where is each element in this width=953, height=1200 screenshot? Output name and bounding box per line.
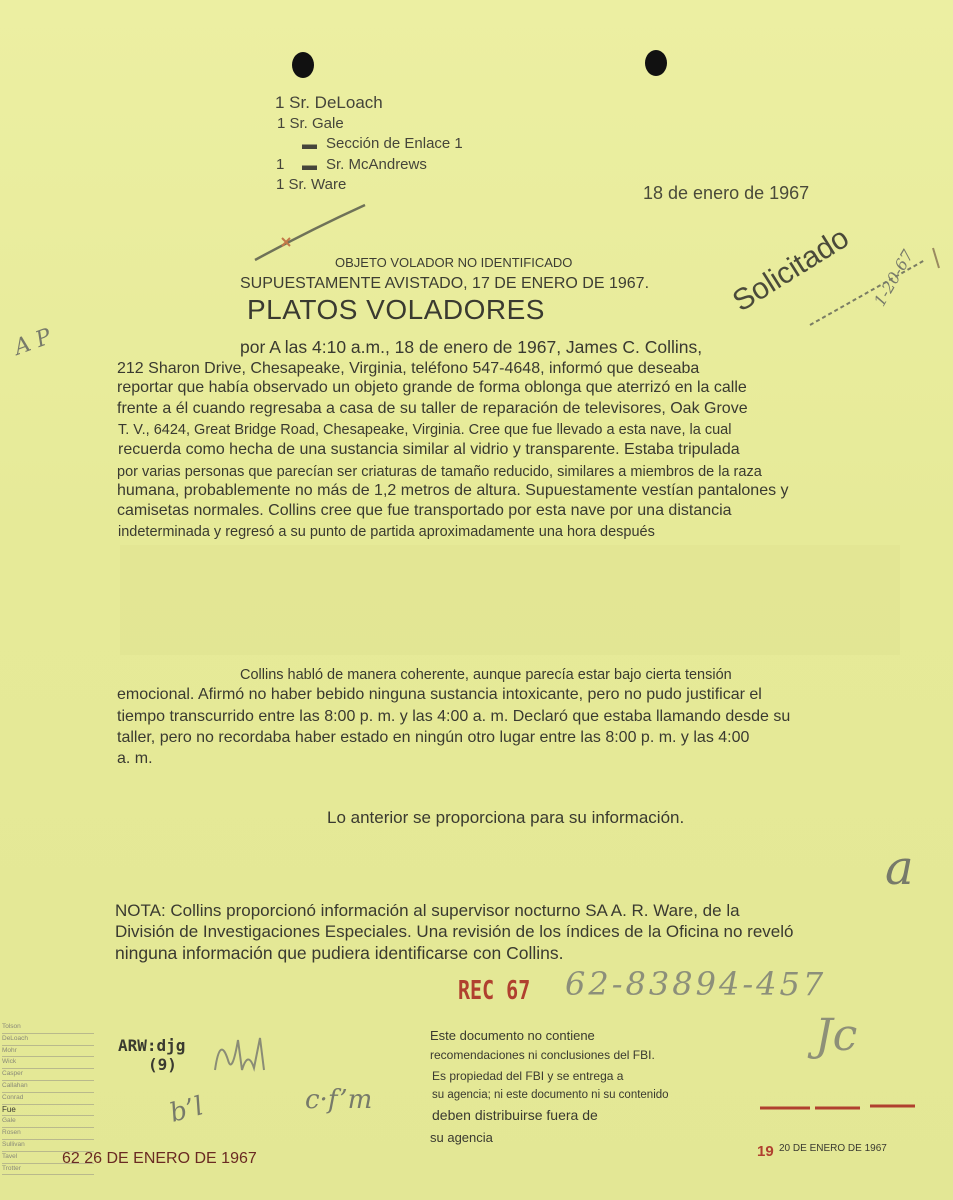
routing-line-enlace: Sección de Enlace 1 bbox=[326, 135, 463, 152]
routing-list-item: Sullivan bbox=[2, 1140, 94, 1152]
disclaimer-line: recomendaciones ni conclusiones del FBI. bbox=[430, 1048, 655, 1062]
routing-list-item: Wick bbox=[2, 1057, 94, 1069]
handwritten-red-letter: a bbox=[885, 840, 914, 896]
routing-list-item: DeLoach bbox=[2, 1034, 94, 1046]
paragraph-closing: Lo anterior se proporciona para su información. bbox=[327, 808, 685, 827]
routing-line-mcandrews: Sr. McAndrews bbox=[326, 156, 427, 173]
file-number: 62-83894-457 bbox=[565, 965, 827, 1003]
note-line: ninguna información que pudiera identificarse con Collins. bbox=[115, 943, 564, 963]
redacted-area bbox=[120, 545, 900, 655]
routing-list-item: Fue bbox=[2, 1105, 94, 1117]
stamp-bottom-left: 62 26 DE ENERO DE 1967 bbox=[62, 1150, 257, 1167]
routing-line-num: 1 bbox=[276, 156, 285, 173]
stamp-bottom-right-prefix: 19 bbox=[757, 1143, 774, 1160]
paragraph-line: camisetas normales. Collins cree que fue transportado por esta nave por una distancia bbox=[117, 502, 732, 519]
punch-hole-right bbox=[645, 50, 667, 76]
subject-title: PLATOS VOLADORES bbox=[247, 294, 545, 325]
handwritten-initials-left: b’l bbox=[166, 1091, 207, 1129]
paragraph-line: humana, probablemente no más de 1,2 metros de altura. Supuestamente vestían pantalones y bbox=[117, 482, 789, 499]
paragraph-line: a. m. bbox=[117, 750, 153, 767]
routing-list-item: Tavel bbox=[2, 1152, 94, 1164]
note-line: NOTA: Collins proporcionó información al supervisor nocturno SA A. R. Ware, de la bbox=[115, 901, 740, 920]
handwritten-margin: A P bbox=[10, 324, 55, 361]
typist-initials: ARW:djg bbox=[118, 1036, 186, 1055]
routing-line-gale: 1 Sr. Gale bbox=[277, 115, 344, 132]
routing-list-item: Tolson bbox=[2, 1022, 94, 1034]
paragraph-line: Collins habló de manera coherente, aunque parecía estar bajo cierta tensión bbox=[240, 667, 732, 683]
stamp-bottom-right: 20 DE ENERO DE 1967 bbox=[779, 1143, 887, 1154]
routing-line-ware: 1 Sr. Ware bbox=[276, 176, 347, 193]
paragraph-line: reportar que había observado un objeto grande de forma oblonga que aterrizó en la calle bbox=[117, 379, 747, 396]
routing-list-item: Trotter bbox=[2, 1164, 94, 1176]
handwritten-initials bbox=[210, 1030, 270, 1080]
routing-list-item: Conrad bbox=[2, 1093, 94, 1105]
paragraph-line: taller, pero no recordaba haber estado en ningún otro lugar entre las 8:00 p. m. y las 4:00 bbox=[117, 729, 750, 746]
stamp-solicitado: Solicitado bbox=[726, 221, 855, 319]
paragraph-line: T. V., 6424, Great Bridge Road, Chesapeake, Virginia. Cree que fue llevado a esta nave, la cual bbox=[118, 422, 732, 438]
document-date: 18 de enero de 1967 bbox=[643, 183, 810, 203]
paragraph-line: por A las 4:10 a.m., 18 de enero de 1967, James C. Collins, bbox=[240, 337, 703, 357]
paragraph-line: por varias personas que parecían ser criaturas de tamaño reducido, similares a miembros de la raza bbox=[117, 464, 762, 480]
paragraph-line: emocional. Afirmó no haber bebido ninguna sustancia intoxicante, pero no pudo justificar el bbox=[117, 686, 762, 703]
routing-list-item: Gale bbox=[2, 1116, 94, 1128]
note-line: División de Investigaciones Especiales. Una revisión de los índices de la Oficina no reveló bbox=[115, 922, 794, 941]
red-dash-marks bbox=[755, 1098, 925, 1118]
routing-list-item: Callahan bbox=[2, 1081, 94, 1093]
paragraph-line: 212 Sharon Drive, Chesapeake, Virginia, teléfono 547-4648, informó que deseaba bbox=[117, 360, 700, 377]
disclaimer-line: su agencia bbox=[430, 1130, 493, 1145]
handwritten-date: 1-20-67 bbox=[870, 246, 918, 310]
disclaimer-line: Es propiedad del FBI y se entrega a bbox=[432, 1069, 624, 1083]
stamp-underline bbox=[805, 240, 945, 330]
routing-list-item: Casper bbox=[2, 1069, 94, 1081]
routing-list-item: Mohr bbox=[2, 1046, 94, 1058]
dash-mark: ▬ bbox=[302, 136, 317, 153]
paragraph-line: recuerda como hecha de una sustancia similar al vidrio y transparente. Estaba tripulada bbox=[118, 441, 740, 458]
rec-stamp: REC 67 bbox=[458, 974, 531, 1006]
paragraph-line: tiempo transcurrido entre las 8:00 p. m. y las 4:00 a. m. Declaró que estaba llamando desde su bbox=[117, 708, 791, 725]
dash-mark: ▬ bbox=[302, 157, 317, 174]
disclaimer-line: su agencia; ni este documento ni su contenido bbox=[432, 1089, 669, 1101]
paragraph-line: indeterminada y regresó a su punto de partida aproximadamente una hora después bbox=[118, 524, 655, 540]
disclaimer-line: deben distribuirse fuera de bbox=[432, 1107, 598, 1123]
handwritten-signature: Jc bbox=[815, 1010, 858, 1061]
subject-line-2: SUPUESTAMENTE AVISTADO, 17 DE ENERO DE 1967. bbox=[240, 275, 650, 292]
disclaimer-line: Este documento no contiene bbox=[430, 1028, 595, 1043]
punch-hole-left bbox=[292, 52, 314, 78]
typist-count: (9) bbox=[148, 1055, 177, 1074]
routing-line-deloach: 1 Sr. DeLoach bbox=[275, 93, 383, 112]
routing-list-item: Rosen bbox=[2, 1128, 94, 1140]
handwritten-initials-mid: c·f’m bbox=[305, 1085, 373, 1115]
subject-line-1: OBJETO VOLADOR NO IDENTIFICADO bbox=[335, 255, 573, 270]
paragraph-line: frente a él cuando regresaba a casa de su taller de reparación de televisores, Oak Grove bbox=[117, 400, 748, 417]
